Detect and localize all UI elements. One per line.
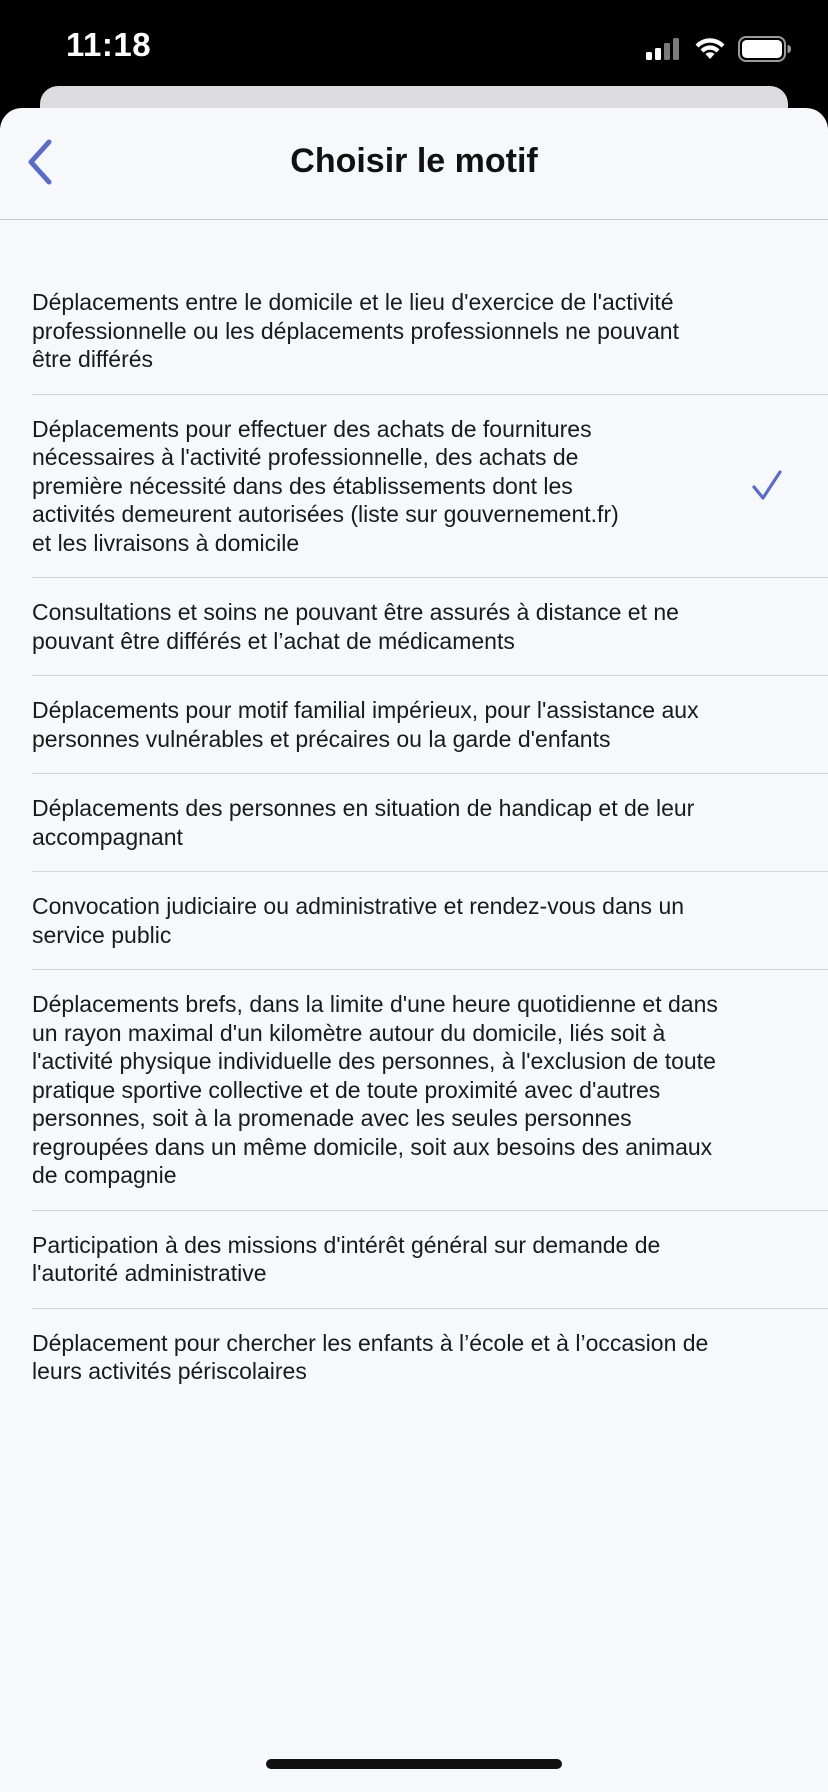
status-bar <box>0 0 828 100</box>
reason-option[interactable] <box>32 774 828 872</box>
battery-icon <box>738 36 792 62</box>
reason-option-label: Convocation judiciaire ou administrative et rendez-vous dans un service public <box>32 893 685 948</box>
checkmark-icon <box>750 469 784 503</box>
status-icons <box>646 36 792 62</box>
status-time: 11:18 <box>66 26 152 63</box>
reason-option[interactable] <box>32 1309 828 1406</box>
wifi-icon <box>694 37 726 61</box>
cellular-signal-icon <box>646 38 682 60</box>
reason-option[interactable] <box>32 578 828 676</box>
reason-option[interactable] <box>32 872 828 970</box>
reason-list <box>0 268 828 1406</box>
reason-option-label: Déplacements entre le domicile et le lieu d'exercice de l'activité professionnelle ou les déplacements professionnels ne pouvant être différés <box>32 289 679 372</box>
reason-option-label: Déplacements pour motif familial impérieux, pour l'assistance aux personnes vulnérables et précaires ou la garde d'enfants <box>32 697 699 752</box>
reason-option[interactable] <box>32 268 828 395</box>
reason-option[interactable] <box>32 970 828 1211</box>
reason-option-label: Participation à des missions d'intérêt général sur demande de l'autorité administrative <box>32 1231 661 1286</box>
reason-option[interactable] <box>32 676 828 774</box>
reason-option-label: Consultations et soins ne pouvant être assurés à distance et ne pouvant être différés et l’achat de médicaments <box>32 599 679 654</box>
reason-option[interactable] <box>32 1211 828 1309</box>
page-title: Choisir le motif <box>290 142 538 180</box>
reason-option-label: Déplacements pour effectuer des achats de fournitures nécessaires à l'activité professionnelle, des achats de première nécessité dans des établissements dont les activités demeurent autorisées (liste sur gouvernement.fr) et les livraisons à domicile <box>32 415 619 556</box>
home-indicator <box>266 1759 562 1769</box>
reason-option-label: Déplacements brefs, dans la limite d'une heure quotidienne et dans un rayon maximal d'un kilomètre autour du domicile, liés soit à l'activité physique individuelle des personnes, à l'exclusion de toute pratique sportive collective et de toute proximité avec d'autres personnes, soit à la promenade avec les seules personnes regroupées dans un même domicile, soit aux besoins des animaux de compagnie <box>32 991 718 1188</box>
reason-option[interactable] <box>32 395 828 579</box>
modal-sheet <box>0 108 828 1792</box>
reason-option-label: Déplacements des personnes en situation de handicap et de leur accompagnant <box>32 795 695 850</box>
reason-option-label: Déplacement pour chercher les enfants à l’école et à l’occasion de leurs activités périscolaires <box>32 1329 709 1384</box>
navigation-bar <box>0 108 828 220</box>
